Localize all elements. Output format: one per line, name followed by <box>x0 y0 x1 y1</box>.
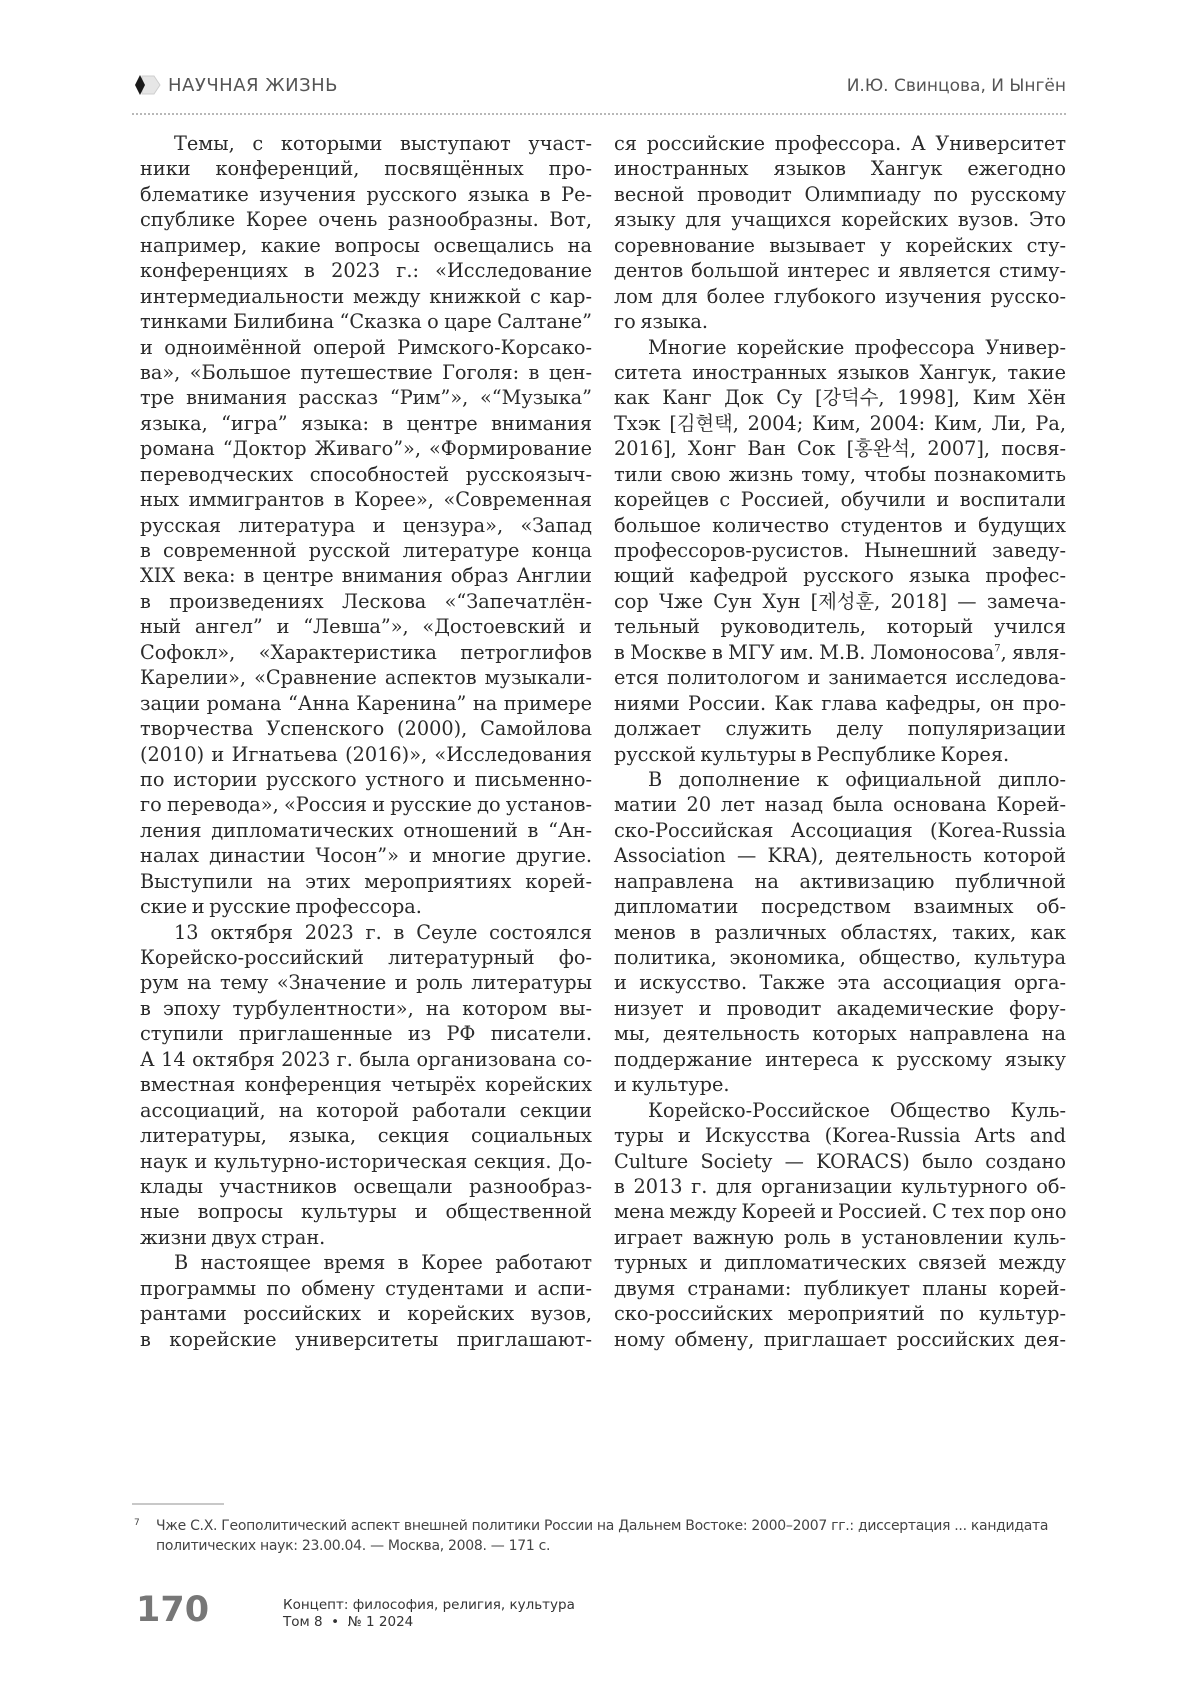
text-line <box>140 843 592 868</box>
footnote-reference[interactable]: 7 <box>994 643 1001 655</box>
text-line-content: в Москве в МГУ им. М.В. Ломоносова <box>614 640 995 664</box>
text-line-content: вместная конференция четырёх корейских <box>140 1073 592 1097</box>
text-line-content: ления дипломатических отношений в “Ан- <box>140 818 592 842</box>
text-line-content: должает служить делу популяризации <box>614 717 1066 741</box>
text-line <box>614 462 1066 487</box>
text-line <box>614 614 1066 639</box>
text-line-content: Темы, с которыми выступают участ- <box>174 132 592 155</box>
footnote-text: Чже С.Х. Геополитический аспект внешней политики России на Дальнем Востоке: 2000–2007 гг.: диссертация ... кандидата политических наук: 23.00.04. — Москва, 2008. — 171 с. <box>156 1518 1049 1554</box>
text-line-content: профессоров-русистов. Нынешний заведу- <box>614 539 1066 562</box>
text-line <box>140 385 592 410</box>
text-line-content: языка, “игра” языка: в центре внимания <box>140 411 592 435</box>
text-line-content: сор Чже Сун Хун [제성훈, 2018] — замеча- <box>614 589 1066 613</box>
text-line-content: 2016], Хонг Ван Сок [홍완석, 2007], посвя- <box>614 437 1066 461</box>
text-line-content: ситета иностранных языков Хангук, такие <box>614 360 1066 384</box>
page-number: 170 <box>136 1590 210 1630</box>
text-line-content: например, какие вопросы освещались на <box>140 233 592 257</box>
text-line-content: жизни двух стран. <box>140 1225 326 1249</box>
text-line <box>140 589 592 614</box>
text-line-content: менов в различных областях, таких, как <box>614 920 1066 944</box>
right-text-column <box>614 131 1066 1352</box>
running-header <box>132 74 1066 104</box>
text-line <box>614 1174 1066 1199</box>
section-title: НАУЧНАЯ ЖИЗНЬ <box>168 74 339 96</box>
text-line <box>140 462 592 487</box>
text-line <box>614 385 1066 410</box>
text-line-content: го перевода», «Россия и русские до установ- <box>140 793 592 817</box>
text-line <box>140 335 592 360</box>
text-line <box>614 1199 1066 1224</box>
text-line-content: поддержание интереса к русскому языку <box>614 1047 1066 1071</box>
text-line-content: ному обмену, приглашает российских дея- <box>614 1327 1066 1351</box>
text-line-content: туры и Искусства (Korea-Russia Arts and <box>614 1124 1066 1148</box>
text-line-content: романа “Доктор Живаго”», «Формирование <box>140 437 592 461</box>
text-line <box>614 182 1066 207</box>
text-line-content: Association — KRA), деятельность которой <box>614 844 1066 868</box>
text-line-content: тре внимания рассказ “Рим”», «“Музыка” <box>140 386 592 410</box>
text-line <box>140 1225 592 1250</box>
text-line <box>614 1098 1066 1123</box>
text-line <box>140 920 592 945</box>
footnote <box>132 1516 1072 1556</box>
text-line <box>614 538 1066 563</box>
text-line <box>614 233 1066 258</box>
journal-volume-issue: Том 8 • № 1 2024 <box>283 1614 414 1630</box>
text-line-content: ся российские профессора. А Университет <box>614 132 1066 155</box>
text-line-content: русской культуры в Республике Корея. <box>614 742 1010 766</box>
text-line <box>140 996 592 1021</box>
text-line <box>140 742 592 767</box>
text-line <box>614 869 1066 894</box>
text-line-content: Корейско-российский литературный фо- <box>140 946 592 969</box>
text-line <box>140 1301 592 1326</box>
text-line-content: рантами российских и корейских вузов, <box>140 1302 592 1326</box>
text-line-content: , явля- <box>1000 640 1066 664</box>
text-line-content: и искусство. Также эта ассоциация орга- <box>614 971 1066 995</box>
text-line-content: в корейские университеты приглашают- <box>140 1327 592 1351</box>
text-line <box>614 716 1066 741</box>
text-line <box>614 1276 1066 1301</box>
text-line-content: и культуре. <box>614 1073 730 1097</box>
text-line-content: Софокл», «Характеристика петроглифов <box>140 640 592 664</box>
text-line <box>614 284 1066 309</box>
text-line-content: политика, экономика, общество, культура <box>614 946 1066 969</box>
text-line <box>140 156 592 181</box>
text-line <box>140 436 592 461</box>
text-line-content: ных иммигрантов в Корее», «Современная <box>140 488 592 512</box>
text-line <box>140 1149 592 1174</box>
text-line-content: русская литература и цензура», «Запад <box>140 513 592 537</box>
text-line-content: ющий кафедрой русского языка профес- <box>614 564 1066 588</box>
text-line <box>140 131 592 156</box>
text-line-content: лом для более глубокого изучения русско- <box>614 284 1066 308</box>
text-line <box>614 131 1066 156</box>
text-line <box>614 792 1066 817</box>
journal-info <box>283 1597 575 1631</box>
text-line-content: весной проводит Олимпиаду по русскому <box>614 182 1066 206</box>
text-line <box>140 792 592 817</box>
text-line-content: спублике Корее очень разнообразны. Вот, <box>140 208 592 232</box>
text-line-content: в эпоху турбулентности», на котором вы- <box>140 996 592 1020</box>
text-line-content: ется политологом и занимается исследова- <box>614 666 1066 690</box>
text-line <box>140 894 592 919</box>
text-line-content: мы, деятельность которых направлена на <box>614 1022 1066 1046</box>
text-line <box>614 818 1066 843</box>
text-line-content: А 14 октября 2023 г. была организована со- <box>140 1047 592 1071</box>
text-line-content: литературы, языка, секция социальных <box>140 1124 592 1148</box>
text-line <box>140 869 592 894</box>
text-line-content: Culture Society — KORACS) было создано <box>614 1149 1066 1173</box>
text-line <box>614 1123 1066 1148</box>
text-line-content: языку для учащихся корейских вузов. Это <box>614 208 1066 232</box>
journal-title: Концепт: философия, религия, культура <box>283 1597 575 1613</box>
text-line <box>614 156 1066 181</box>
text-line-content: зации романа “Анна Каренина” на примере <box>140 691 592 715</box>
text-line-content: и одноимённой оперой Римского-Корсако- <box>140 335 592 359</box>
text-line <box>140 1327 592 1352</box>
text-line-content: ные вопросы культуры и общественной <box>140 1200 592 1224</box>
text-line <box>140 1072 592 1097</box>
footnote-divider <box>132 1503 224 1505</box>
text-line-content: направлена на активизацию публичной <box>614 869 1066 893</box>
text-line-content: ско-Российская Ассоциация (Korea-Russia <box>614 818 1066 842</box>
footnote-mark: 7 <box>134 1518 140 1528</box>
text-line <box>614 665 1066 690</box>
text-line <box>140 1276 592 1301</box>
text-line-content: ники конференций, посвящённых про- <box>140 157 592 181</box>
text-line-content: иностранных языков Хангук ежегодно <box>614 157 1066 181</box>
text-line <box>140 970 592 995</box>
text-line <box>140 182 592 207</box>
text-line <box>140 691 592 716</box>
text-line <box>614 843 1066 868</box>
text-line <box>614 207 1066 232</box>
text-line-content: клады участников освещали разнообраз- <box>140 1174 592 1198</box>
text-line-content: ный ангел” и “Левша”», «Достоевский и <box>140 615 592 639</box>
text-line <box>614 691 1066 716</box>
text-line <box>614 1327 1066 1352</box>
text-line-content: рум на тему «Значение и роль литературы <box>140 971 592 995</box>
text-line <box>140 1199 592 1224</box>
text-line-content: Тхэк [김현택, 2004; Ким, 2004: Ким, Ли, Ра, <box>614 411 1066 435</box>
hexagon-diamond-logo-icon <box>132 74 162 96</box>
text-line-content: Выступили на этих мероприятиях корей- <box>140 869 592 893</box>
text-line-content: низует и проводит академические фору- <box>614 996 1066 1020</box>
text-line <box>614 1250 1066 1275</box>
text-line <box>140 1047 592 1072</box>
text-line <box>614 1047 1066 1072</box>
text-line <box>140 1174 592 1199</box>
text-line <box>614 945 1066 970</box>
text-line <box>614 1072 1066 1097</box>
text-line-content: блематике изучения русского языка в Ре- <box>140 182 592 206</box>
text-line-content: интермедиальности между книжкой с кар- <box>140 284 592 308</box>
text-line <box>140 1123 592 1148</box>
text-line <box>614 436 1066 461</box>
text-line <box>614 1149 1066 1174</box>
text-line <box>140 258 592 283</box>
text-line-content: ские и русские профессора. <box>140 895 422 919</box>
text-line <box>614 742 1066 767</box>
text-line <box>140 309 592 334</box>
text-line-content: как Канг Док Су [강덕수, 1998], Ким Хён <box>614 386 1066 410</box>
text-line-content: мена между Кореей и Россией. С тех пор оно <box>614 1200 1067 1224</box>
text-line-content: в произведениях Лескова «“Запечатлён- <box>140 589 592 613</box>
text-line-content: конференциях в 2023 г.: «Исследование <box>140 259 592 283</box>
text-line <box>614 1301 1066 1326</box>
text-line <box>140 640 592 665</box>
header-divider <box>132 113 1066 115</box>
text-line-content: по истории русского устного и письменно- <box>140 767 592 791</box>
text-line-content: Карелии», «Сравнение аспектов музыкали- <box>140 666 592 690</box>
text-line <box>140 818 592 843</box>
text-line-content: (2010) и Игнатьева (2016)», «Исследования <box>140 742 592 766</box>
text-line-content: творчества Успенского (2000), Самойлова <box>140 717 592 741</box>
text-line <box>614 360 1066 385</box>
text-line <box>614 894 1066 919</box>
text-line-content: В дополнение к официальной дипло- <box>648 767 1066 791</box>
text-line-content: 13 октября 2023 г. в Сеуле состоялся <box>174 920 592 944</box>
text-line-content: большое количество студентов и будущих <box>614 513 1066 537</box>
text-line <box>140 716 592 741</box>
text-line-content: тельный руководитель, который учился <box>614 615 1066 639</box>
text-line <box>140 207 592 232</box>
text-line <box>614 1225 1066 1250</box>
text-line <box>614 563 1066 588</box>
text-line-content: го языка. <box>614 310 709 334</box>
text-line <box>614 513 1066 538</box>
text-line <box>140 513 592 538</box>
text-line-content: дипломатии посредством взаимных об- <box>614 895 1066 919</box>
text-line <box>614 258 1066 283</box>
text-line <box>614 920 1066 945</box>
text-line-content: дентов большой интерес и является стиму- <box>614 259 1066 283</box>
text-line-content: ниями России. Как глава кафедры, он про- <box>614 691 1066 715</box>
section-header <box>132 74 338 96</box>
text-line <box>140 767 592 792</box>
text-line-content: корейцев с Россией, обучили и воспитали <box>614 488 1066 512</box>
text-line-content: играет важную роль в установлении куль- <box>614 1225 1066 1249</box>
text-line <box>140 284 592 309</box>
text-line-content: ступили приглашенные из РФ писатели. <box>140 1022 592 1046</box>
text-line <box>614 1021 1066 1046</box>
text-line-content: ассоциаций, на которой работали секции <box>140 1098 592 1122</box>
article-authors: И.Ю. Свинцова, И Ынгён <box>846 76 1066 96</box>
text-line <box>140 360 592 385</box>
text-line <box>614 335 1066 360</box>
text-line-content: налах династии Чосон”» и многие другие. <box>140 844 592 868</box>
text-line <box>614 309 1066 334</box>
text-line <box>140 233 592 258</box>
text-line-content: тинками Билибина “Сказка о царе Салтане” <box>140 310 592 334</box>
text-line <box>140 614 592 639</box>
text-line-content: переводческих способностей русскоязыч- <box>140 462 592 486</box>
text-line-content: в 2013 г. для организации культурного об- <box>614 1174 1066 1198</box>
text-line-content: наук и культурно-историческая секция. До- <box>140 1149 592 1173</box>
left-text-column <box>140 131 592 1352</box>
text-line <box>140 945 592 970</box>
text-line-content: программы по обмену студентами и аспи- <box>140 1276 592 1300</box>
text-line-content: в современной русской литературе конца <box>140 539 592 562</box>
text-line-content: Многие корейские профессора Универ- <box>648 335 1066 359</box>
text-line <box>614 996 1066 1021</box>
text-line <box>140 1098 592 1123</box>
text-line <box>140 1021 592 1046</box>
text-line <box>614 970 1066 995</box>
text-line-content: турных и дипломатических связей между <box>614 1251 1066 1275</box>
text-line <box>140 1250 592 1275</box>
text-line <box>140 411 592 436</box>
text-line <box>614 487 1066 512</box>
text-line <box>140 538 592 563</box>
text-line-content: тили свою жизнь тому, чтобы познакомить <box>614 462 1066 486</box>
text-line-content: ва», «Большое путешествие Гоголя: в цен- <box>140 360 592 384</box>
text-line-content: ско-российских мероприятий по культур- <box>614 1302 1066 1326</box>
text-line-content: В настоящее время в Корее работают <box>174 1251 592 1275</box>
text-line-content: двумя странами: публикует планы корей- <box>614 1276 1066 1300</box>
text-line <box>614 589 1066 614</box>
text-line <box>140 487 592 512</box>
text-line-content: XIX века: в центре внимания образ Англии <box>140 564 592 588</box>
text-line-content: Корейско-Российское Общество Куль- <box>648 1098 1066 1122</box>
text-line <box>140 665 592 690</box>
text-line <box>614 767 1066 792</box>
text-line <box>140 563 592 588</box>
text-line-content: матии 20 лет назад была основана Корей- <box>614 793 1066 817</box>
text-line-content: соревнование вызывает у корейских сту- <box>614 233 1066 257</box>
text-line <box>614 411 1066 436</box>
text-line <box>614 640 1066 665</box>
